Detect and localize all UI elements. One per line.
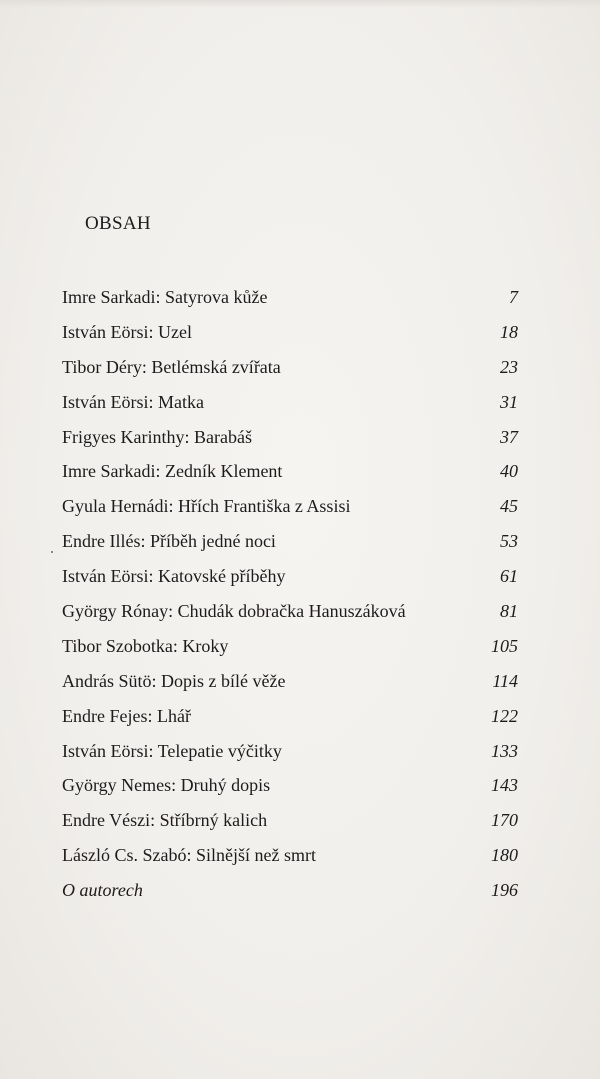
toc-entry-page: 45 — [500, 496, 518, 517]
toc-entry-page: 53 — [500, 531, 518, 552]
toc-entry — [62, 353, 518, 388]
toc-entry — [62, 492, 518, 527]
toc-entry-title: Tibor Déry: Betlémská zvířata — [62, 356, 281, 377]
toc-entry-title: Tibor Szobotka: Kroky — [62, 635, 229, 656]
toc-entry-page: 180 — [491, 845, 518, 866]
toc-entry-page: 40 — [500, 461, 518, 482]
toc-entry — [62, 562, 518, 597]
toc-entry-title: András Sütö: Dopis z bílé věže — [62, 670, 286, 691]
toc-entry-title: Endre Fejes: Lhář — [62, 705, 191, 726]
toc-entry — [62, 702, 518, 737]
toc-entry-title: Endre Illés: Příběh jedné noci — [62, 531, 276, 552]
toc-entry-title: Imre Sarkadi: Satyrova kůže — [62, 287, 268, 307]
table-of-contents — [62, 283, 518, 911]
toc-entry-title: Imre Sarkadi: Zedník Klement — [62, 461, 283, 482]
toc-entry-title: Endre Vészi: Stříbrný kalich — [62, 810, 268, 831]
toc-entry — [62, 806, 518, 841]
toc-entry-page: 7 — [509, 287, 518, 307]
toc-entry-title: György Nemes: Druhý dopis — [62, 775, 271, 796]
toc-entry-page: 31 — [500, 391, 518, 412]
toc-entry-page: 133 — [491, 740, 518, 761]
toc-entry-page: 23 — [500, 356, 518, 377]
toc-entry — [62, 841, 518, 876]
toc-entry-title: Frigyes Karinthy: Barabáš — [62, 426, 252, 447]
toc-entry — [62, 318, 518, 353]
ink-speck — [51, 551, 53, 553]
toc-heading: OBSAH — [85, 213, 151, 234]
toc-entry — [62, 388, 518, 423]
toc-entry-page: 81 — [500, 601, 518, 622]
toc-entry-page: 114 — [492, 670, 518, 691]
toc-entry — [62, 667, 518, 702]
toc-entry-page: 61 — [500, 566, 518, 587]
toc-entry-title: Gyula Hernádi: Hřích Františka z Assisi — [62, 496, 351, 517]
toc-entry-title: István Eörsi: Katovské příběhy — [62, 566, 286, 587]
toc-entry — [62, 737, 518, 772]
toc-entry — [62, 771, 518, 806]
toc-entry — [62, 457, 518, 492]
toc-entry-page: 196 — [491, 880, 518, 901]
toc-entry — [62, 423, 518, 458]
toc-entry-title: István Eörsi: Telepatie výčitky — [62, 740, 282, 761]
toc-entry-title: O autorech — [62, 880, 143, 901]
page-top-edge — [0, 0, 600, 8]
toc-entry-title: György Rónay: Chudák dobračka Hanuszáková — [62, 601, 406, 622]
toc-entry — [62, 527, 518, 562]
toc-entry-page: 122 — [491, 705, 518, 726]
toc-entry-page: 105 — [491, 635, 518, 656]
toc-entry-title: István Eörsi: Uzel — [62, 321, 192, 342]
toc-entry-title: László Cs. Szabó: Silnější než smrt — [62, 845, 316, 866]
toc-entry-page: 37 — [500, 426, 518, 447]
toc-entry-title: István Eörsi: Matka — [62, 391, 204, 412]
toc-entry — [62, 597, 518, 632]
toc-entry — [62, 876, 518, 911]
toc-entry-page: 143 — [491, 775, 518, 796]
toc-entry — [62, 283, 518, 318]
toc-entry — [62, 632, 518, 667]
toc-entry-page: 18 — [500, 321, 518, 342]
toc-entry-page: 170 — [491, 810, 518, 831]
